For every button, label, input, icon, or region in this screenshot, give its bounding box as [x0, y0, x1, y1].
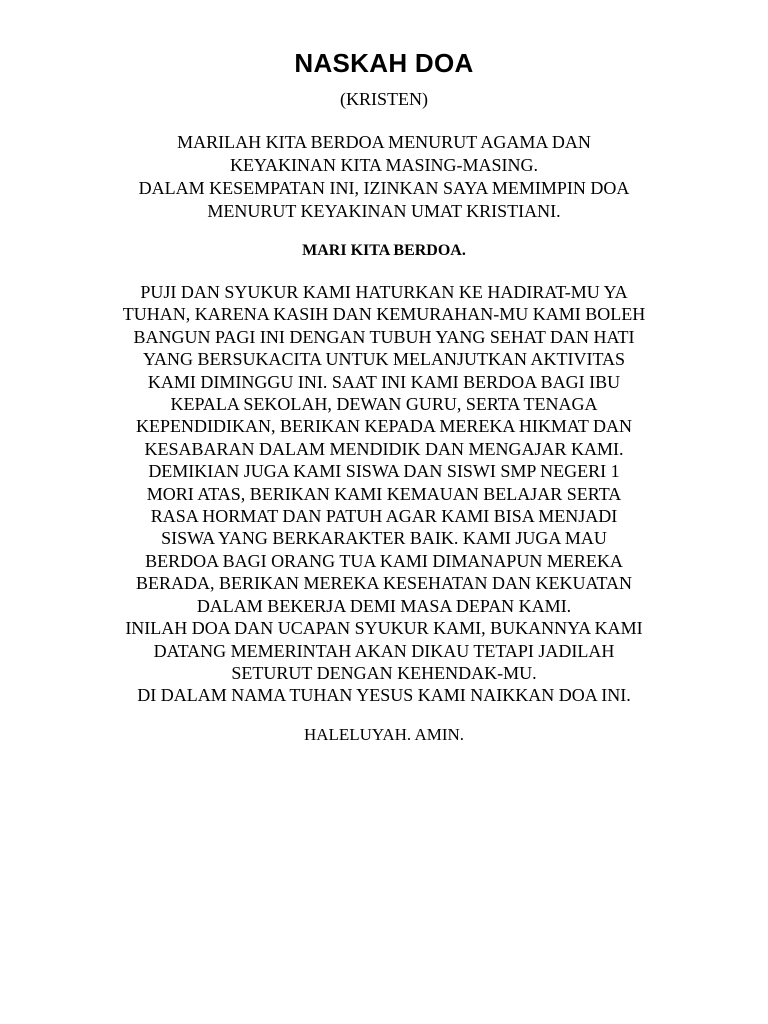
prayer-line: MORI ATAS, BERIKAN KAMI KEMAUAN BELAJAR SERTA — [146, 483, 622, 504]
document-subtitle: (KRISTEN) — [340, 89, 428, 109]
prayer-line: KAMI DIMINGGU INI. SAAT INI KAMI BERDOA BAGI IBU — [147, 371, 621, 392]
prayer-line: SISWA YANG BERKARAKTER BAIK. KAMI JUGA MAU — [161, 528, 607, 549]
prayer-line: BANGUN PAGI INI DENGAN TUBUH YANG SEHAT DAN HATI — [133, 326, 635, 347]
prayer-line: BERADA, BERIKAN MEREKA KESEHATAN DAN KEKUATAN — [135, 573, 633, 594]
intro-paragraph — [64, 131, 704, 223]
prayer-line: DATANG MEMERINTAH AKAN DIKAU TETAPI JADILAH — [153, 640, 615, 661]
prayer-line: INILAH DOA DAN UCAPAN SYUKUR KAMI, BUKANNYA KAMI — [125, 618, 643, 639]
prayer-line: BERDOA BAGI ORANG TUA KAMI DIMANAPUN MEREKA — [145, 550, 623, 571]
prayer-paragraph — [64, 281, 704, 707]
prayer-line: DALAM BEKERJA DEMI MASA DEPAN KAMI. — [196, 595, 572, 616]
intro-line: KEYAKINAN KITA MASING-MASING. — [229, 155, 539, 175]
intro-line: MARILAH KITA BERDOA MENURUT AGAMA DAN — [177, 132, 591, 152]
prayer-line: SETURUT DENGAN KEHENDAK-MU. — [231, 662, 537, 683]
prayer-line: YANG BERSUKACITA UNTUK MELANJUTKAN AKTIVITAS — [142, 349, 626, 370]
prayer-line: DI DALAM NAMA TUHAN YESUS KAMI NAIKKAN DOA INI. — [137, 685, 631, 706]
prayer-line: PUJI DAN SYUKUR KAMI HATURKAN KE HADIRAT-MU YA — [140, 282, 628, 302]
prayer-line: KESABARAN DALAM MENDIDIK DAN MENGAJAR KAMI. — [144, 438, 624, 459]
intro-line: MENURUT KEYAKINAN UMAT KRISTIANI. — [207, 201, 561, 221]
prayer-line: KEPALA SEKOLAH, DEWAN GURU, SERTA TENAGA — [170, 394, 598, 415]
prayer-line: KEPENDIDIKAN, BERIKAN KEPADA MEREKA HIKMAT DAN — [135, 416, 632, 437]
closing-line: HALELUYAH. AMIN. — [303, 724, 465, 744]
call-to-prayer: MARI KITA BERDOA. — [302, 242, 466, 259]
intro-line: DALAM KESEMPATAN INI, IZINKAN SAYA MEMIMPIN DOA — [138, 178, 630, 198]
prayer-line: TUHAN, KARENA KASIH DAN KEMURAHAN-MU KAMI BOLEH — [122, 304, 646, 325]
prayer-line: RASA HORMAT DAN PATUH AGAR KAMI BISA MENJADI — [150, 506, 618, 527]
document-title: NASKAH DOA — [294, 48, 474, 78]
prayer-line: DEMIKIAN JUGA KAMI SISWA DAN SISWI SMP NEGERI 1 — [148, 461, 620, 482]
